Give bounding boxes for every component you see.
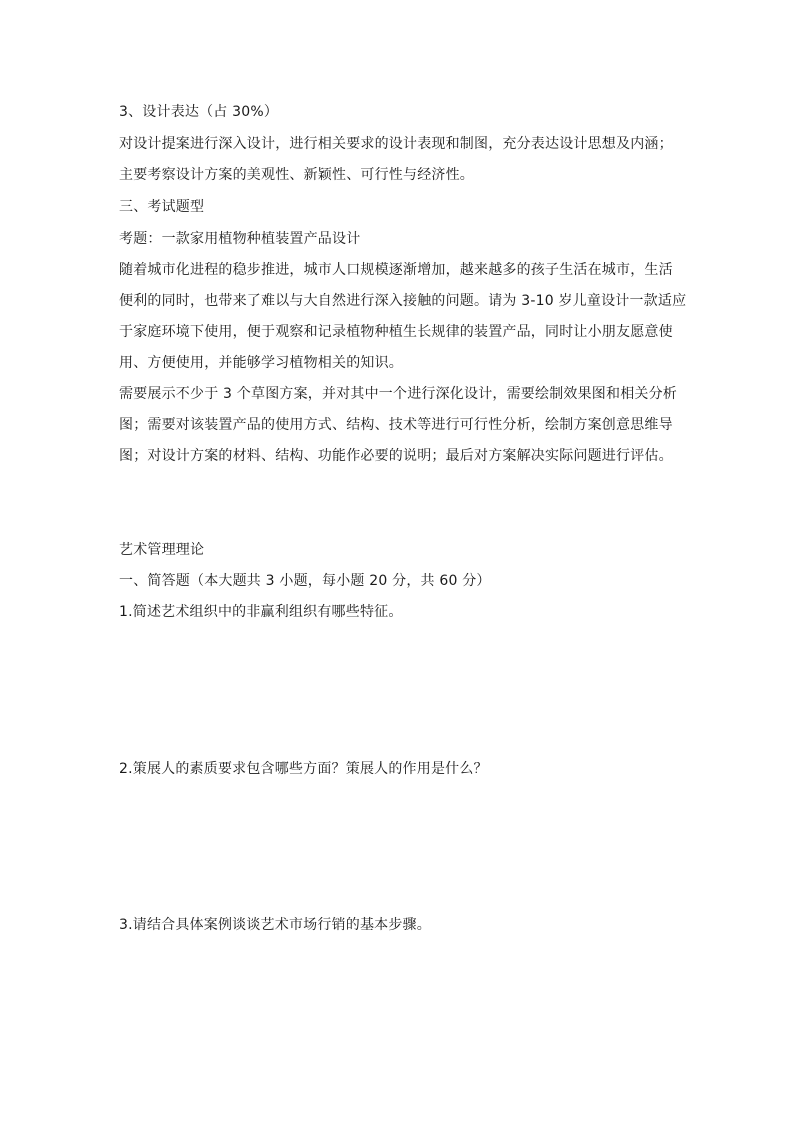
design-expression-line-2: 主要考察设计方案的美观性、新颖性、可行性与经济性。	[119, 167, 474, 183]
paragraph-1-line-3: 于家庭环境下使用，便于观察和记录植物种植生长规律的装置产品，同时让小朋友愿意使	[119, 324, 673, 340]
paragraph-1-line-2: 便利的同时，也带来了难以与大自然进行深入接触的问题。请为 3-10 岁儿童设计一款适应	[119, 293, 687, 309]
art-management-title: 艺术管理理论	[119, 542, 205, 558]
paragraph-2-line-2: 图；需要对该装置产品的使用方式、结构、技术等进行可行性分析，绘制方案创意思维导	[119, 417, 673, 433]
paragraph-1-line-1: 随着城市化进程的稳步推进，城市人口规模逐渐增加，越来越多的孩子生活在城市，生活	[119, 262, 673, 278]
paragraph-1-line-4: 用、方便使用，并能够学习植物相关的知识。	[119, 355, 403, 371]
paragraph-2-line-1: 需要展示不少于 3 个草图方案，并对其中一个进行深化设计，需要绘制效果图和相关分析	[119, 386, 678, 402]
short-answer-heading: 一、简答题（本大题共 3 小题，每小题 20 分，共 60 分）	[119, 573, 491, 589]
design-expression-heading: 3、设计表达（占 30%）	[119, 104, 279, 120]
paragraph-2-line-3: 图；对设计方案的材料、结构、功能作必要的说明；最后对方案解决实际问题进行评估。	[119, 448, 673, 464]
question-2: 2.策展人的素质要求包含哪些方面？策展人的作用是什么？	[119, 761, 488, 777]
design-expression-line-1: 对设计提案进行深入设计，进行相关要求的设计表现和制图，充分表达设计思想及内涵；	[119, 136, 673, 152]
question-3: 3.请结合具体案例谈谈艺术市场行销的基本步骤。	[119, 917, 431, 933]
exam-topic: 考题：一款家用植物种植装置产品设计	[119, 231, 361, 247]
question-1: 1.简述艺术组织中的非赢利组织有哪些特征。	[119, 604, 403, 620]
exam-type-heading: 三、考试题型	[119, 199, 205, 215]
